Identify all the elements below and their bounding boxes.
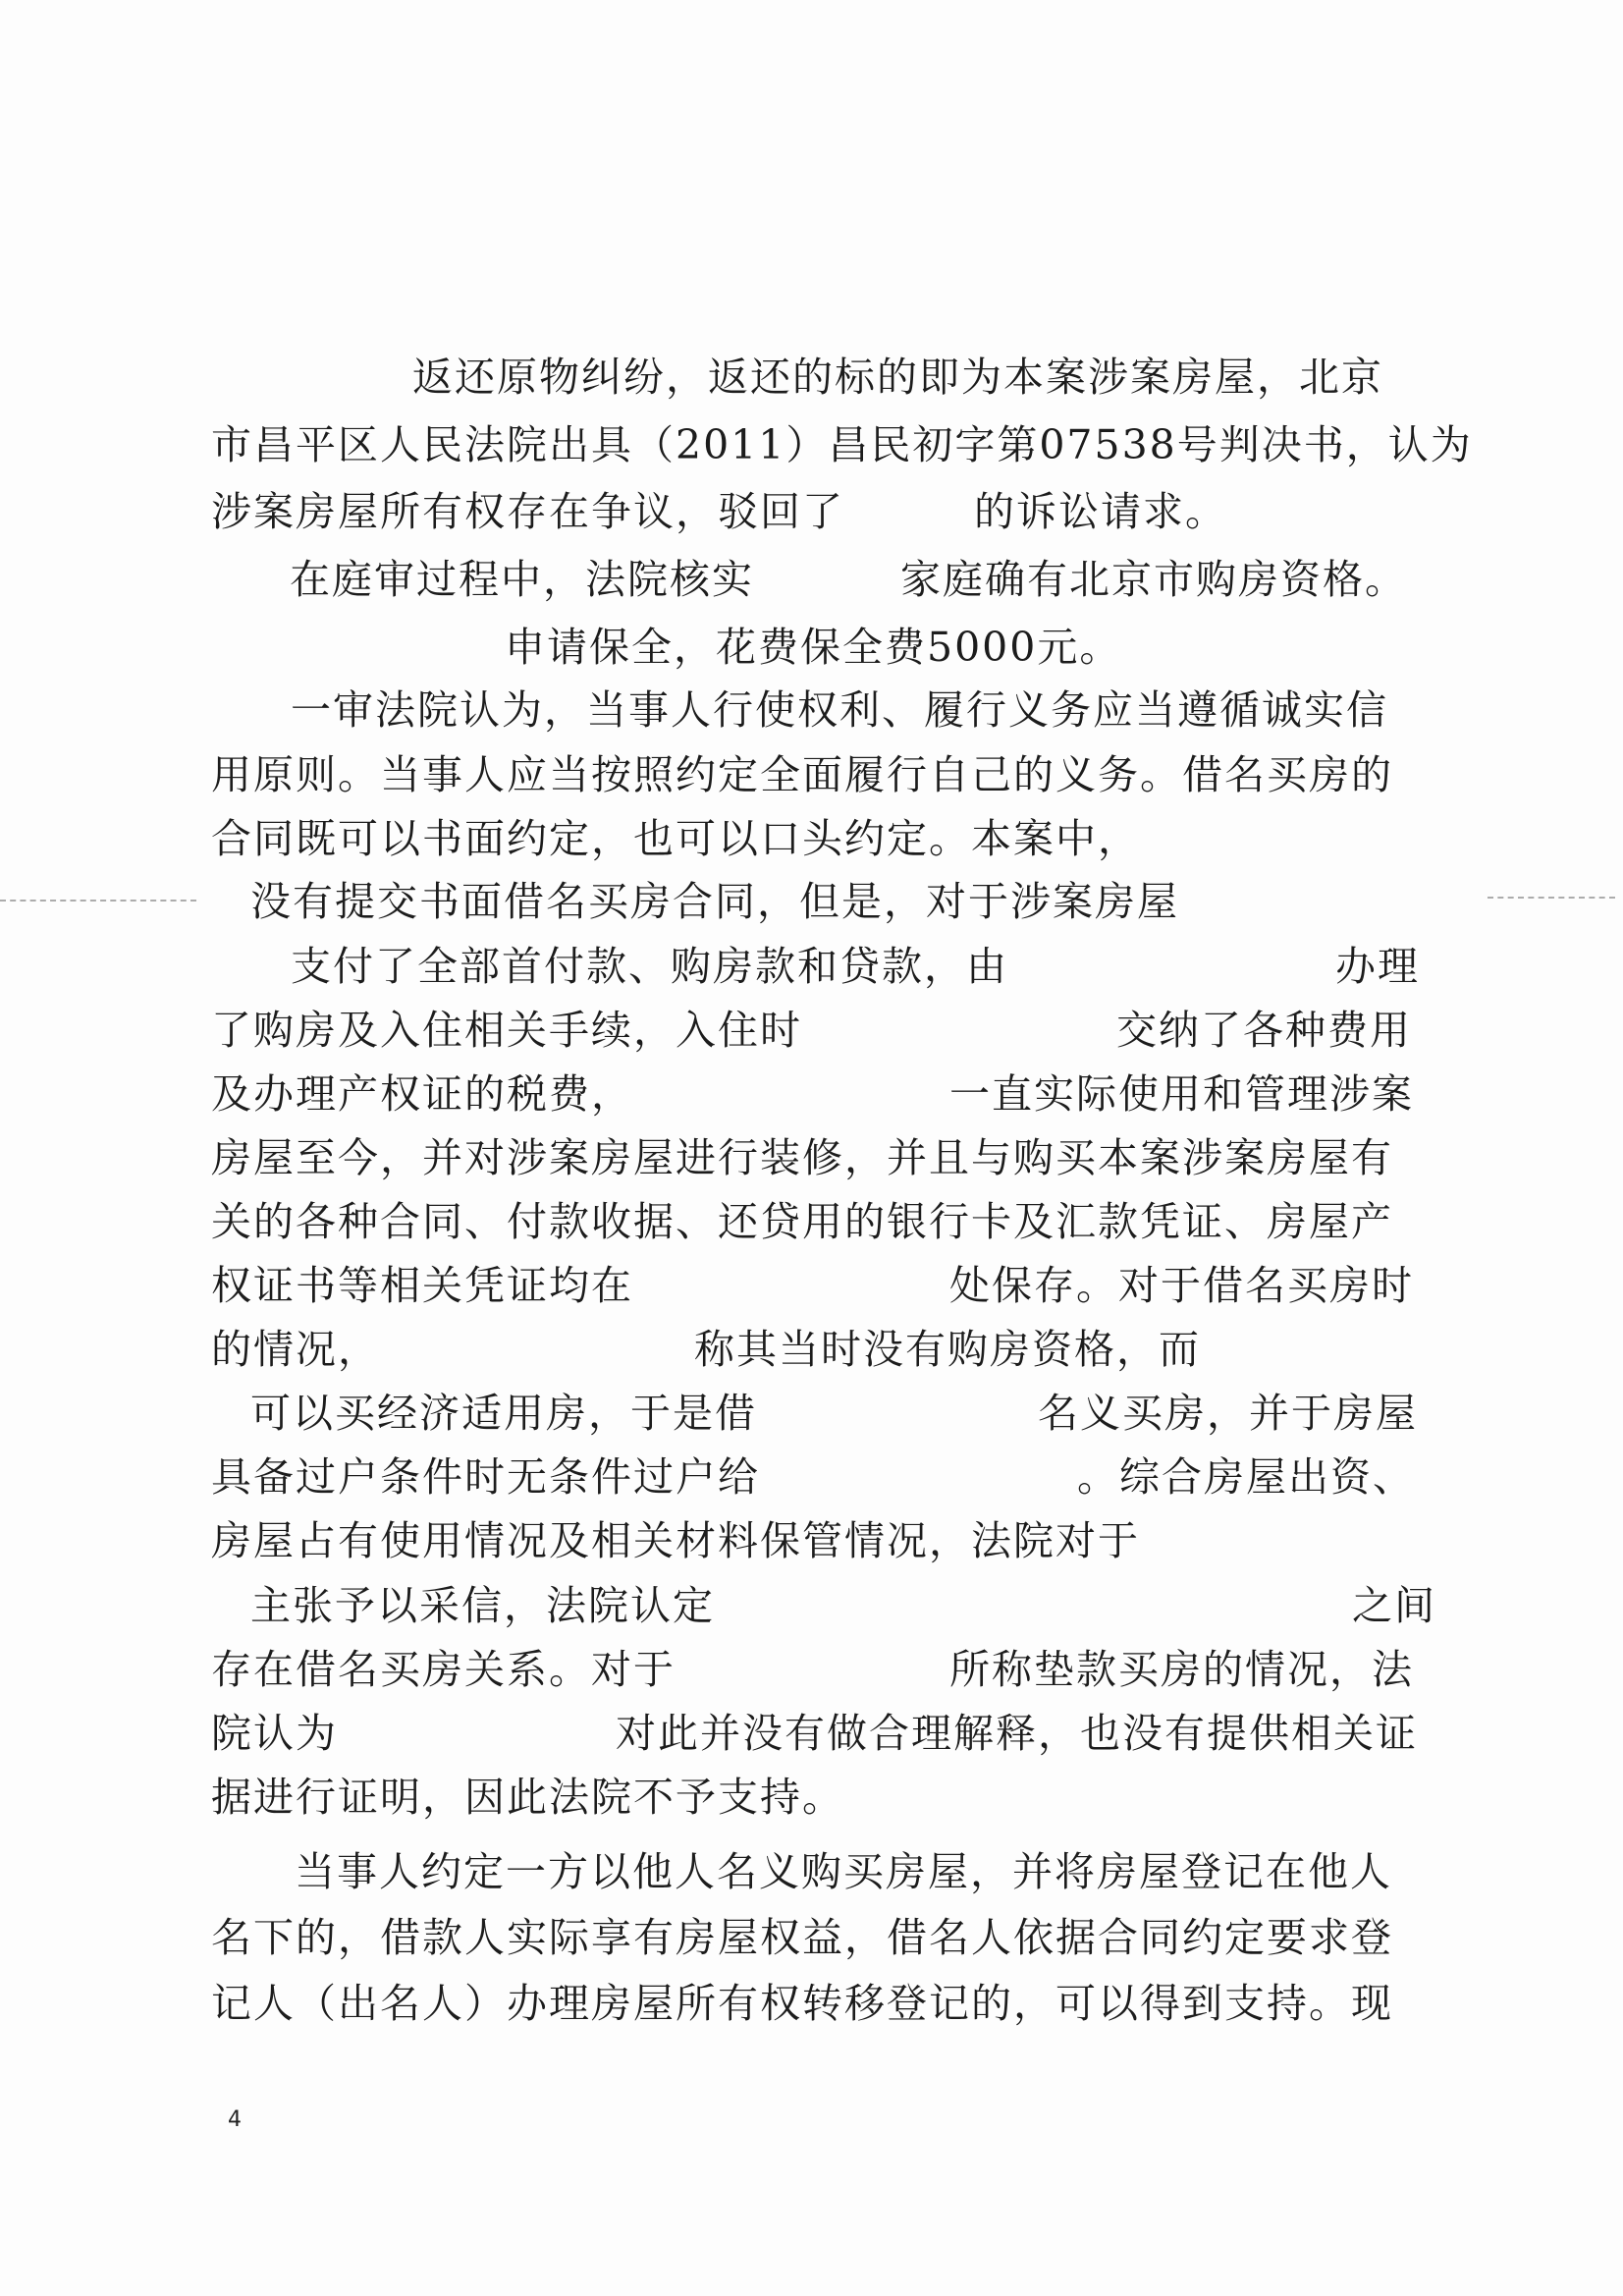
- page-number: 4: [228, 2107, 242, 2132]
- text-segment: 申请保全，花费保全费5000元。: [505, 624, 1122, 671]
- text-segment: 称其当时没有购房资格，而: [694, 1326, 1201, 1373]
- text-segment: 存在借名买房关系。对于: [211, 1646, 676, 1693]
- text-segment: 的诉讼请求。: [974, 488, 1227, 535]
- text-segment: 当事人约定一方以他人名义购买房屋，并将房屋登记在他人: [295, 1848, 1392, 1895]
- text-segment: 对此并没有做合理解释，也没有提供相关证: [616, 1710, 1418, 1757]
- text-segment: 用原则。当事人应当按照约定全面履行自己的义务。借名买房的: [211, 751, 1393, 798]
- text-segment: 处保存。对于借名买房时: [949, 1262, 1414, 1309]
- text-segment: 之间: [1352, 1582, 1436, 1629]
- text-segment: 房屋至今，并对涉案房屋进行装修，并且与购买本案涉案房屋有: [211, 1134, 1393, 1181]
- text-segment: 关的各种合同、付款收据、还贷用的银行卡及汇款凭证、房屋产: [211, 1198, 1393, 1245]
- text-segment: 。综合房屋出资、: [1077, 1453, 1415, 1501]
- text-segment: 记人（出名人）办理房屋所有权转移登记的，可以得到支持。现: [211, 1980, 1393, 2027]
- text-segment: 一审法院认为，当事人行使权利、履行义务应当遵循诚实信: [291, 686, 1388, 734]
- text-segment: 交纳了各种费用: [1116, 1007, 1412, 1054]
- text-segment: 名下的，借款人实际享有房屋权益，借名人依据合同约定要求登: [211, 1914, 1393, 1961]
- text-segment: 没有提交书面借名买房合同，但是，对于涉案房屋: [250, 878, 1179, 925]
- text-segment: 了购房及入住相关手续，入住时: [211, 1007, 802, 1054]
- text-segment: 办理: [1335, 943, 1420, 990]
- text-segment: 可以买经济适用房，于是借: [250, 1390, 757, 1437]
- text-segment: 的情况，: [211, 1326, 380, 1373]
- text-segment: 所称垫款买房的情况，法: [949, 1646, 1414, 1693]
- text-segment: 据进行证明，因此法院不予支持。: [211, 1774, 844, 1821]
- text-segment: 一直实际使用和管理涉案: [949, 1070, 1414, 1118]
- text-segment: 合同既可以书面约定，也可以口头约定。本案中，: [211, 815, 1140, 862]
- text-segment: 家庭确有北京市购房资格。: [900, 556, 1407, 603]
- text-segment: 名义买房，并于房屋: [1038, 1390, 1418, 1437]
- text-segment: 在庭审过程中，法院核实: [290, 556, 754, 603]
- scan-artifact-left: [0, 900, 196, 902]
- text-segment: 主张予以采信，法院认定: [250, 1582, 715, 1629]
- text-segment: 房屋占有使用情况及相关材料保管情况，法院对于: [211, 1517, 1140, 1564]
- text-segment: 权证书等相关凭证均在: [211, 1262, 633, 1309]
- text-segment: 及办理产权证的税费，: [211, 1070, 633, 1118]
- text-segment: 具备过户条件时无条件过户给: [211, 1453, 760, 1501]
- text-segment: 市昌平区人民法院出具（2011）昌民初字第07538号判决书，认为: [211, 421, 1473, 468]
- text-segment: 返还原物纠纷，返还的标的即为本案涉案房屋，北京: [412, 354, 1383, 401]
- scan-artifact-right: [1488, 897, 1615, 899]
- text-segment: 涉案房屋所有权存在争议，驳回了: [211, 488, 844, 535]
- text-segment: 院认为: [211, 1710, 338, 1757]
- text-segment: 支付了全部首付款、购房款和贷款，由: [291, 943, 1008, 990]
